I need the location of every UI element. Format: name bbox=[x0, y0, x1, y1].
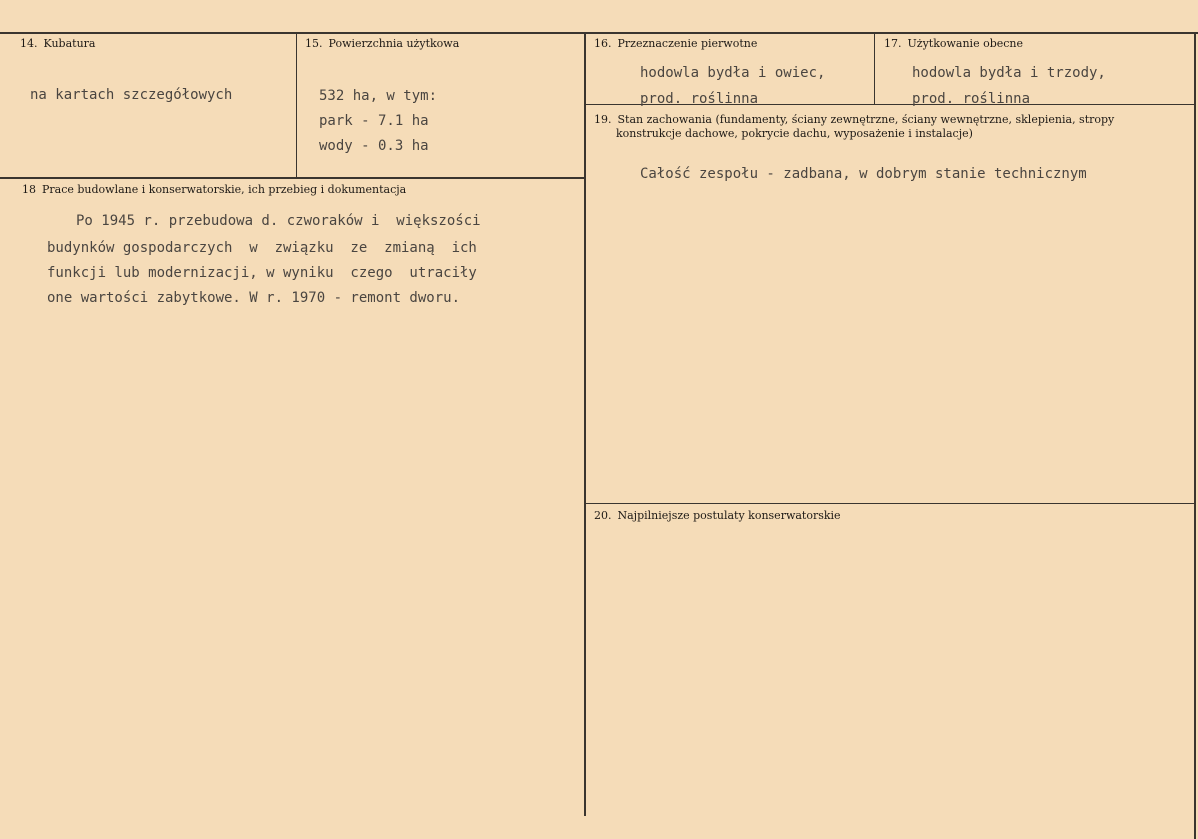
field-15-number: 15. bbox=[305, 37, 323, 50]
field-14-label bbox=[20, 37, 95, 51]
divider-16-17 bbox=[874, 32, 875, 104]
field-19-number: 19. bbox=[594, 113, 612, 126]
divider-14-15 bbox=[296, 32, 297, 177]
field-14-title: Kubatura bbox=[43, 37, 96, 50]
field-19-value: Całość zespołu - zadbana, w dobrym stanie technicznym bbox=[640, 166, 1087, 182]
field-15-title: Powierzchnia użytkowa bbox=[328, 37, 460, 50]
field-18-label bbox=[22, 183, 406, 197]
field-16-title: Przeznaczenie pierwotne bbox=[617, 37, 758, 50]
field-15-line-2: park - 7.1 ha bbox=[319, 113, 429, 129]
field-18-line-4: one wartości zabytkowe. W r. 1970 - remont dworu. bbox=[47, 290, 461, 306]
field-19-title-line-2: konstrukcje dachowe, pokrycie dachu, wyposażenie i instalacje) bbox=[616, 127, 973, 140]
field-19-title-line-1: Stan zachowania (fundamenty, ściany zewnętrzne, ściany wewnętrzne, sklepienia, stropy bbox=[617, 113, 1115, 126]
field-18-number: 18 bbox=[22, 183, 36, 196]
field-17-line-2: prod. roślinna bbox=[912, 91, 1031, 107]
field-16-label bbox=[594, 37, 757, 51]
field-18-title: Prace budowlane i konserwatorskie, ich przebieg i dokumentacja bbox=[42, 183, 407, 196]
field-15-label bbox=[305, 37, 459, 51]
field-17-label bbox=[884, 37, 1023, 51]
field-17-number: 17. bbox=[884, 37, 902, 50]
field-18-line-2: budynków gospodarczych w związku ze zmianą ich bbox=[47, 240, 477, 256]
field-16-number: 16. bbox=[594, 37, 612, 50]
horizontal-14-18 bbox=[0, 177, 584, 179]
field-15-line-1: 532 ha, w tym: bbox=[319, 88, 438, 104]
field-20-label bbox=[594, 509, 841, 523]
field-18-line-3: funkcji lub modernizacji, w wyniku czego utraciły bbox=[47, 265, 477, 281]
field-16-line-1: hodowla bydła i owiec, bbox=[640, 65, 826, 81]
field-15-line-3: wody - 0.3 ha bbox=[319, 138, 429, 154]
top-border-line bbox=[0, 32, 1198, 34]
field-18-line-1: Po 1945 r. przebudowa d. czworaków i większości bbox=[76, 213, 481, 229]
field-17-line-1: hodowla bydła i trzody, bbox=[912, 65, 1106, 81]
field-14-number: 14. bbox=[20, 37, 38, 50]
right-border-line bbox=[1194, 32, 1196, 839]
horizontal-19-20 bbox=[586, 503, 1194, 504]
center-divider bbox=[584, 32, 586, 816]
field-20-title: Najpilniejsze postulaty konserwatorskie bbox=[617, 509, 841, 522]
field-14-value: na kartach szczegółowych bbox=[30, 87, 233, 103]
field-20-number: 20. bbox=[594, 509, 612, 522]
field-17-title: Użytkowanie obecne bbox=[907, 37, 1023, 50]
field-16-line-2: prod. roślinna bbox=[640, 91, 759, 107]
field-19-label bbox=[594, 113, 1114, 141]
